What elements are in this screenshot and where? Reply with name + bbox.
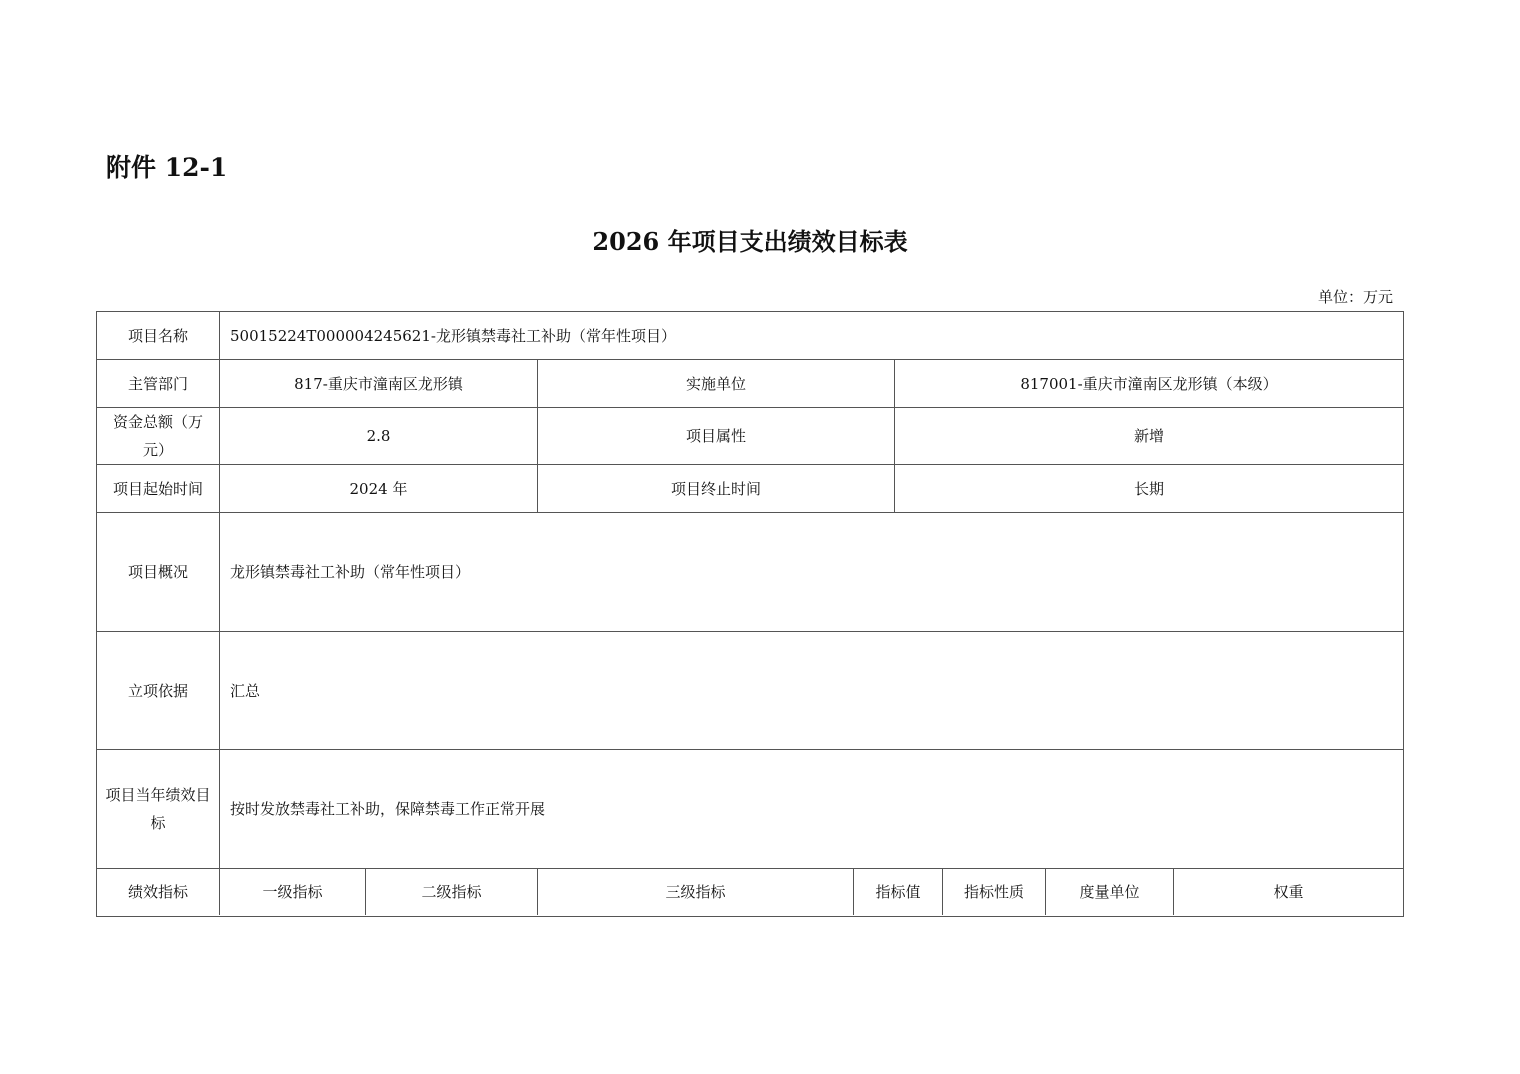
start-time-value: 2024 年 xyxy=(220,465,538,513)
total-funds-value: 2.8 xyxy=(220,408,538,465)
indicator-header-value: 指标值 xyxy=(854,869,943,915)
implementing-unit-label: 实施单位 xyxy=(538,360,895,408)
indicator-header-level2: 二级指标 xyxy=(366,869,538,915)
department-label: 主管部门 xyxy=(97,360,220,408)
page-title: 2026 年项目支出绩效目标表 xyxy=(592,227,908,256)
attachment-label: 附件 12-1 xyxy=(106,153,228,182)
indicator-header-weight: 权重 xyxy=(1273,883,1304,901)
unit-label: 单位：万元 xyxy=(1317,288,1393,306)
indicator-header-level1: 一级指标 xyxy=(220,869,366,915)
end-time-value: 长期 xyxy=(895,465,1403,513)
project-basis-value: 汇总 xyxy=(220,632,1403,750)
project-overview-value: 龙形镇禁毒社工补助（常年性项目） xyxy=(220,513,1403,632)
annual-goal-value: 按时发放禁毒社工补助，保障禁毒工作正常开展 xyxy=(220,750,1403,869)
performance-target-table xyxy=(96,311,1404,917)
indicators-label: 绩效指标 xyxy=(97,869,220,915)
project-name-label: 项目名称 xyxy=(97,312,220,360)
annual-goal-label: 项目当年绩效目标 xyxy=(97,750,220,869)
project-name-value: 50015224T000004245621-龙形镇禁毒社工补助（常年性项目） xyxy=(220,312,1403,360)
indicator-header-unit: 度量单位 xyxy=(1046,869,1174,915)
project-attribute-value: 新增 xyxy=(895,408,1403,465)
project-attribute-label: 项目属性 xyxy=(538,408,895,465)
project-basis-label: 立项依据 xyxy=(97,632,220,750)
indicator-header-level3: 三级指标 xyxy=(538,869,854,915)
total-funds-label: 资金总额（万元） xyxy=(97,408,220,465)
start-time-label: 项目起始时间 xyxy=(97,465,220,513)
end-time-label: 项目终止时间 xyxy=(538,465,895,513)
indicator-header-nature: 指标性质 xyxy=(943,869,1046,915)
project-overview-label: 项目概况 xyxy=(97,513,220,632)
implementing-unit-value: 817001-重庆市潼南区龙形镇（本级） xyxy=(895,360,1403,408)
department-value: 817-重庆市潼南区龙形镇 xyxy=(220,360,538,408)
